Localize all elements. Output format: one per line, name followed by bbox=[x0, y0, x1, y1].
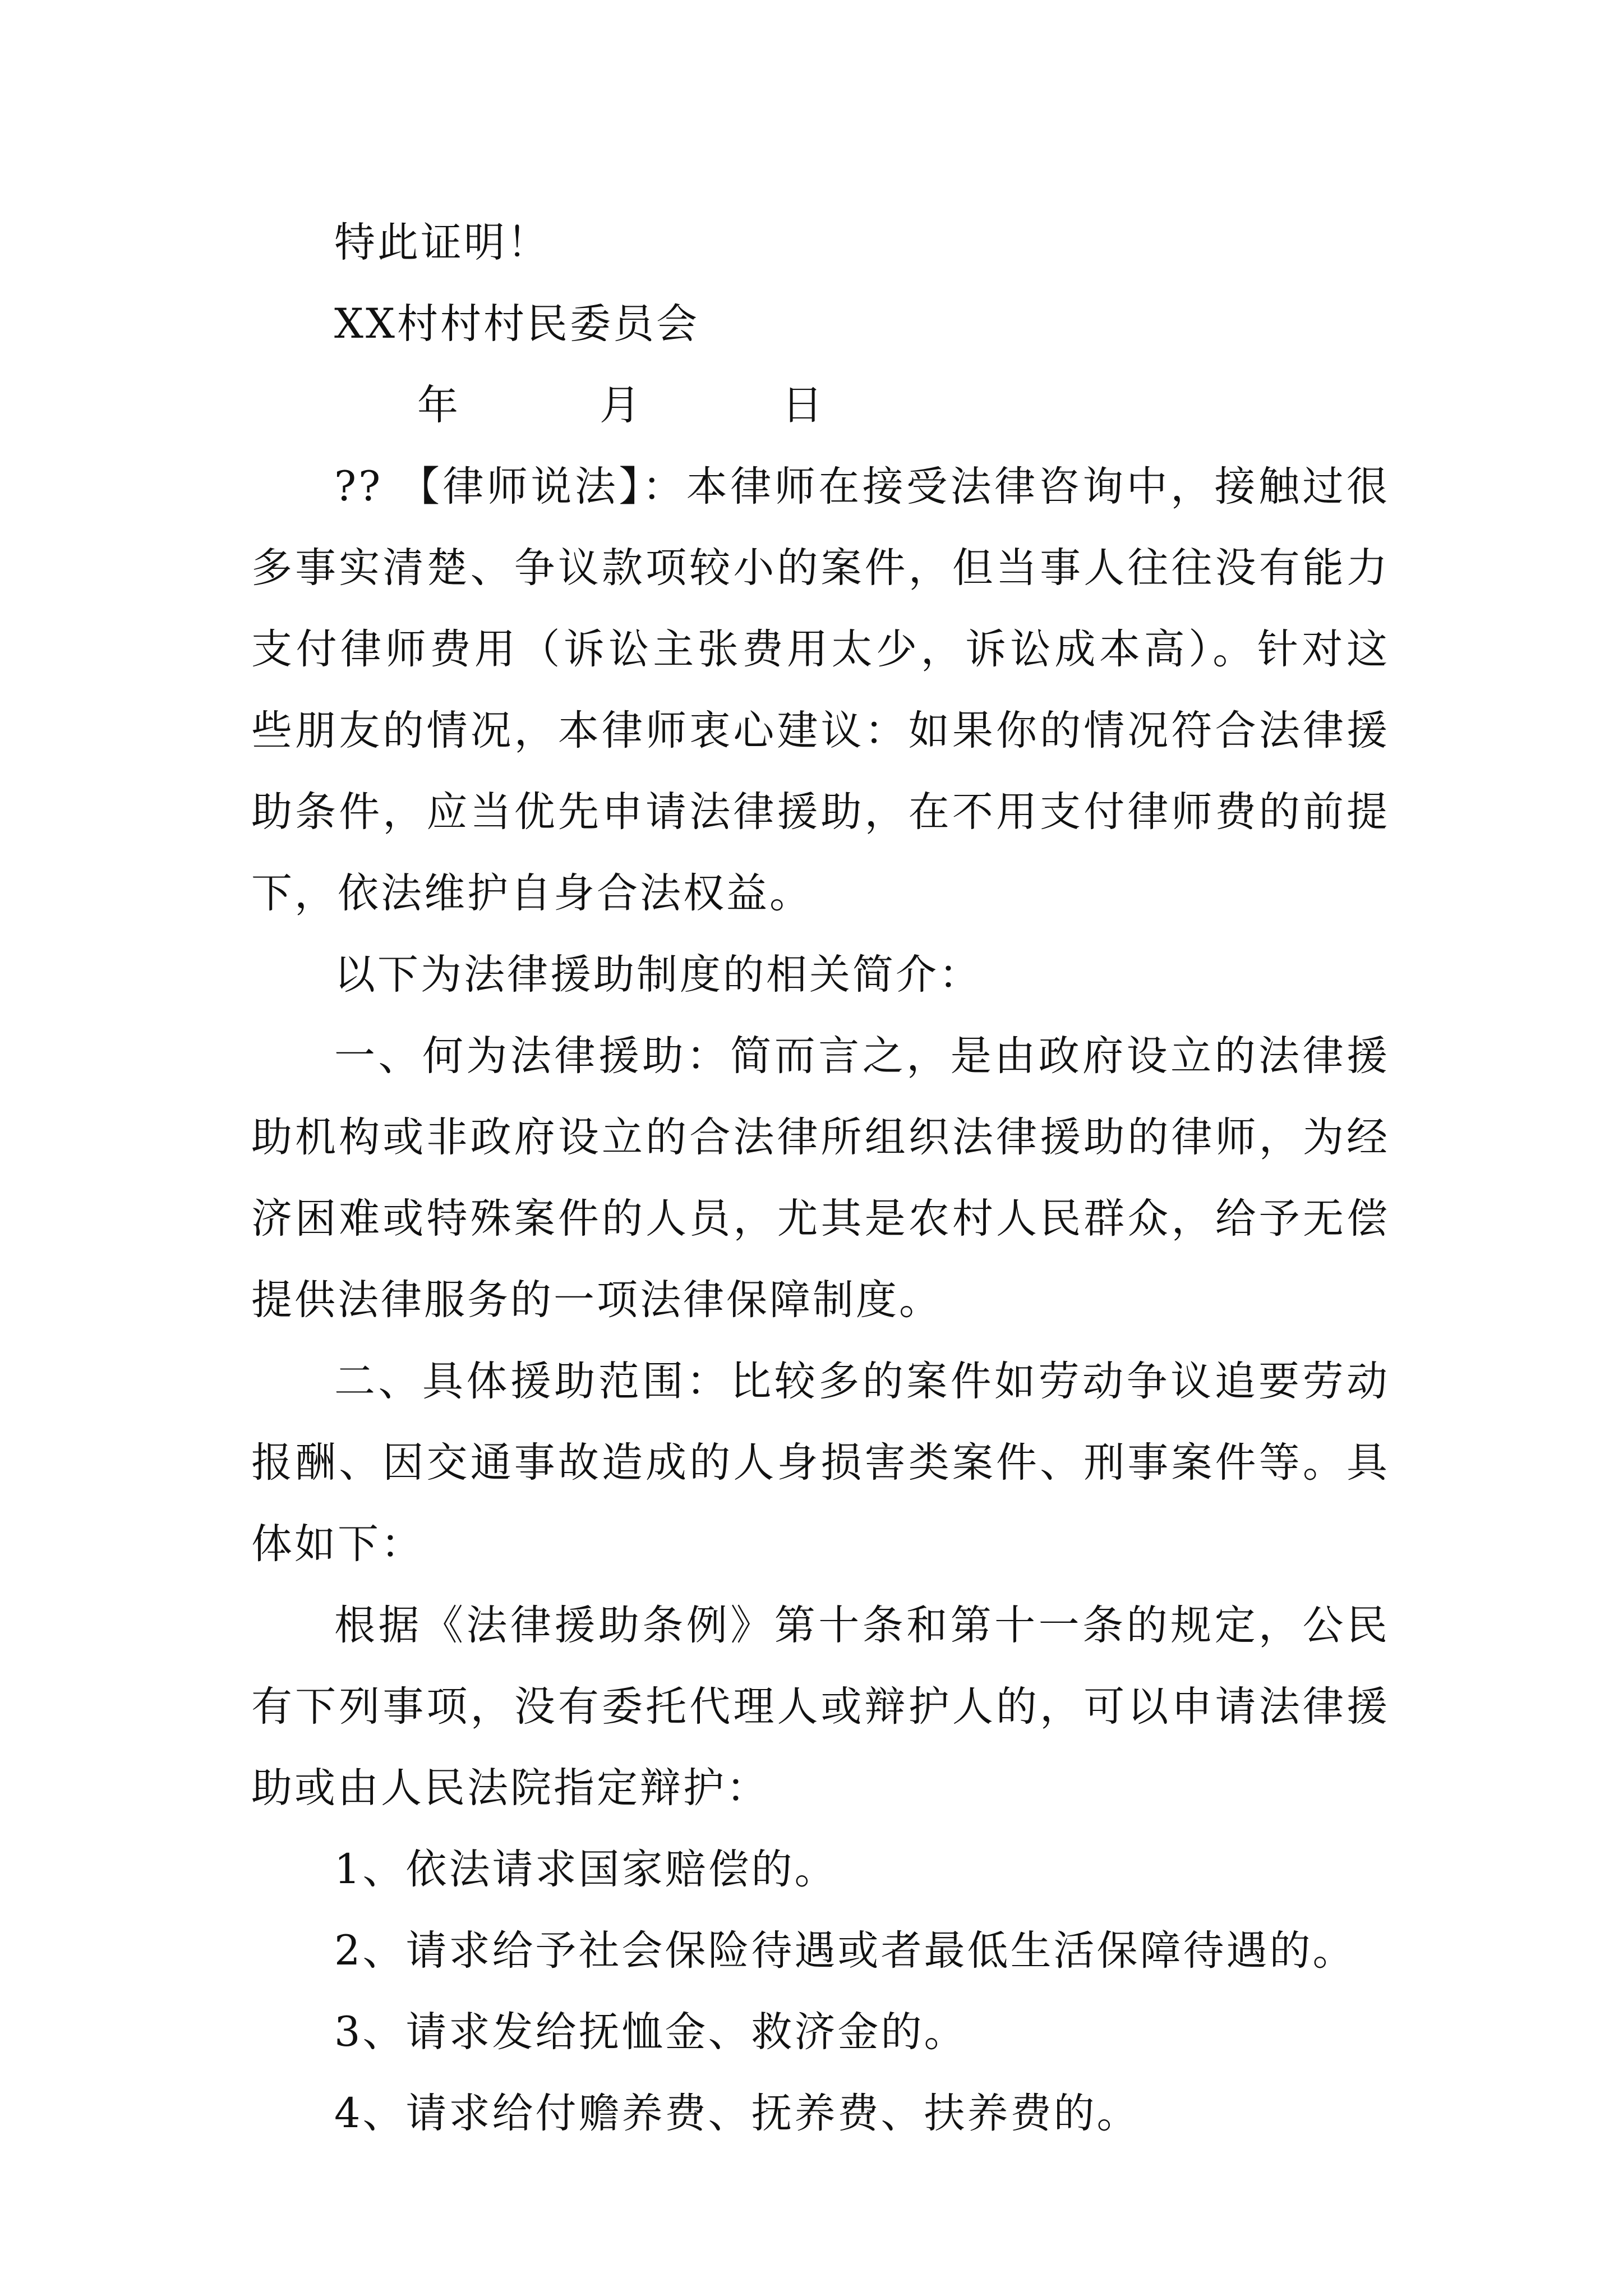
paragraph-section-2: 二、具体援助范围：比较多的案件如劳动争议追要劳动报酬、因交通事故造成的人身损害类案件、刑事案件等。具体如下： bbox=[251, 1358, 1390, 1568]
list-item-2: 2、请求给予社会保险待遇或者最低生活保障待遇的。 bbox=[334, 1927, 1356, 1975]
date-day: 日 bbox=[782, 381, 825, 429]
paragraph-section-1: 一、何为法律援助：简而言之，是由政府设立的法律援助机构或非政府设立的合法律所组织法律援助的律师，为经济困难或特殊案件的人员，尤其是农村人民群众，给予无偿提供法律服务的一项法律保障制度。 bbox=[251, 1032, 1390, 1324]
document-body bbox=[251, 202, 1390, 2154]
paragraph-regulation: 根据《法律援助条例》第十条和第十一条的规定，公民有下列事项，没有委托代理人或辩护人的，可以申请法律援助或由人民法院指定辩护： bbox=[251, 1602, 1390, 1812]
date-line bbox=[251, 365, 1390, 446]
list-item-4: 4、请求给付赡养费、抚养费、扶养费的。 bbox=[334, 2090, 1140, 2137]
date-month: 月 bbox=[600, 381, 643, 429]
list-item-1: 1、依法请求国家赔偿的。 bbox=[334, 1846, 838, 1893]
closing-line: 特此证明！ bbox=[334, 219, 550, 266]
paragraph-lawyer-says: ?? 【律师说法】：本律师在接受法律咨询中，接触过很多事实清楚、争议款项较小的案件，但当事人往往没有能力支付律师费用（诉讼主张费用太少，诉讼成本高）。针对这些朋友的情况，本律师衷心建议：如果你的情况符合法律援助条件，应当优先申请法律援助，在不用支付律师费的前提下，依法维护自身合法权益。 bbox=[251, 463, 1390, 917]
list-item-3: 3、请求发给抚恤金、救济金的。 bbox=[334, 2008, 967, 2056]
date-year: 年 bbox=[417, 381, 460, 429]
signatory-line: XX村村村民委员会 bbox=[334, 300, 699, 348]
paragraph-intro: 以下为法律援助制度的相关简介： bbox=[334, 951, 982, 999]
